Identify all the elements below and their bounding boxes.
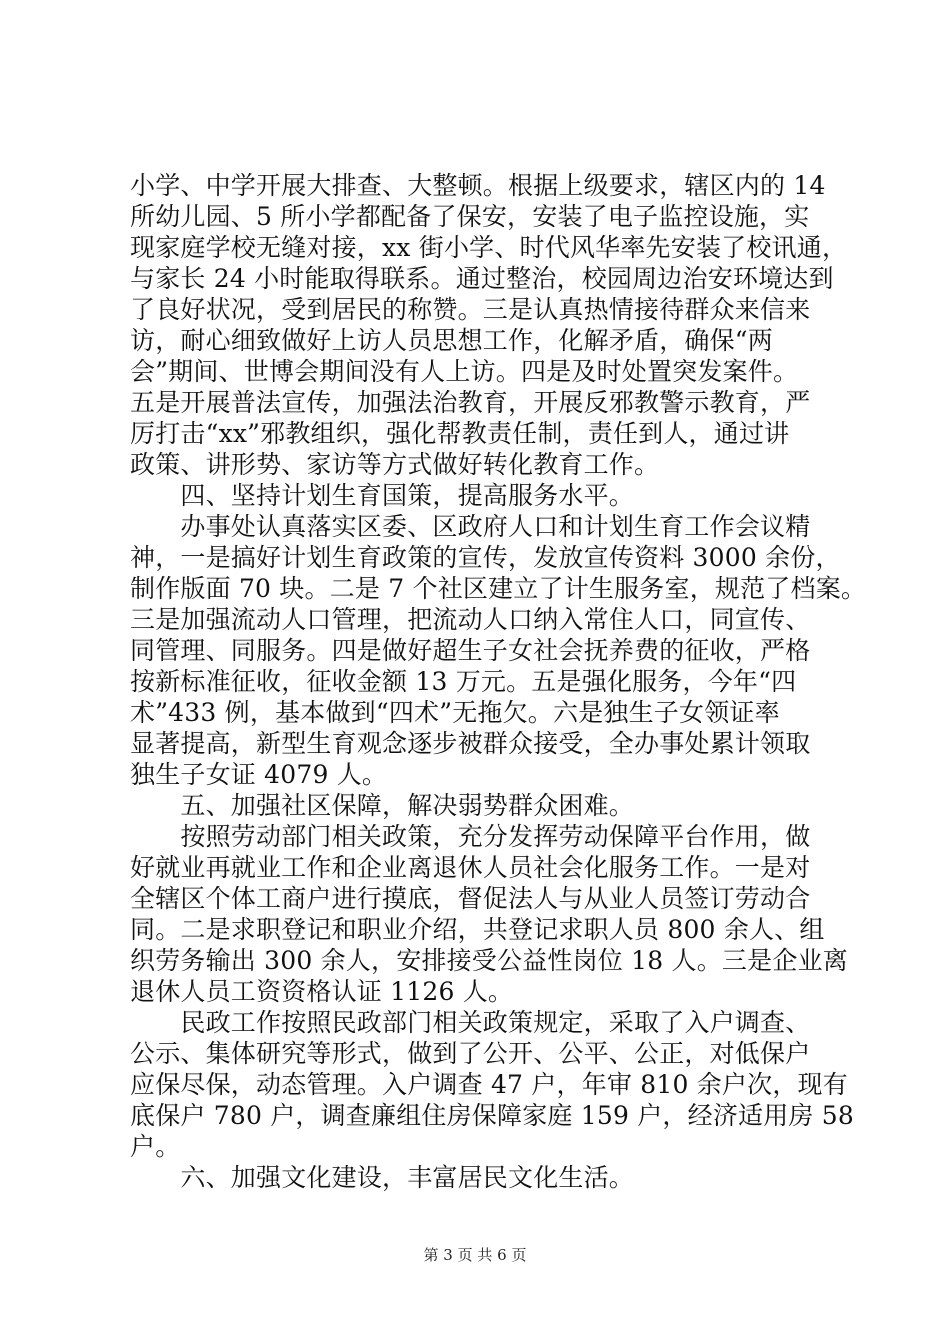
text-line: 户。 — [130, 1132, 181, 1161]
text-line: 神，一是搞好计划生育政策的宣传，发放宣传资料 3000 余份， — [130, 543, 841, 572]
text-line: 退休人员工资资格认证 1126 人。 — [130, 977, 514, 1006]
text-line: 同管理、同服务。四是做好超生子女社会抚养费的征收，严格 — [130, 636, 811, 665]
text-line: 底保户 780 户，调查廉组住房保障家庭 159 户，经济适用房 58 — [130, 1101, 854, 1130]
text-line: 全辖区个体工商户进行摸底，督促法人与从业人员签订劳动合 — [130, 884, 811, 913]
text-line: 办事处认真落实区委、区政府人口和计划生育工作会议精 — [130, 512, 811, 541]
section-heading-6: 六、加强文化建设，丰富居民文化生活。 — [130, 1163, 635, 1192]
text-line: 与家长 24 小时能取得联系。通过整治，校园周边治安环境达到 — [130, 264, 834, 293]
text-line: 小学、中学开展大排查、大整顿。根据上级要求，辖区内的 14 — [130, 171, 826, 200]
text-line: 制作版面 70 块。二是 7 个社区建立了计生服务室，规范了档案。 — [130, 574, 867, 603]
page-footer: 第 3 页 共 6 页 — [423, 1246, 527, 1264]
text-line: 现家庭学校无缝对接，xx 街小学、时代风华率先安装了校讯通， — [130, 233, 848, 262]
text-line: 显著提高，新型生育观念逐步被群众接受，全办事处累计领取 — [130, 729, 811, 758]
text-line: 民政工作按照民政部门相关政策规定，采取了入户调查、 — [130, 1008, 811, 1037]
section-heading-4: 四、坚持计划生育国策，提高服务水平。 — [130, 481, 635, 510]
text-line: 公示、集体研究等形式，做到了公开、公平、公正，对低保户 — [130, 1039, 811, 1068]
text-line: 按新标准征收，征收金额 13 万元。五是强化服务，今年“四 — [130, 667, 797, 696]
text-line: 所幼儿园、5 所小学都配备了保安，安装了电子监控设施，实 — [130, 202, 810, 231]
text-line: 厉打击“xx”邪教组织，强化帮教责任制，责任到人，通过讲 — [130, 419, 790, 448]
document-body — [130, 170, 867, 1193]
text-line: 三是加强流动人口管理，把流动人口纳入常住人口，同宣传、 — [130, 605, 811, 634]
text-line: 政策、讲形势、家访等方式做好转化教育工作。 — [130, 450, 660, 479]
text-line: 了良好状况，受到居民的称赞。三是认真热情接待群众来信来 — [130, 295, 811, 324]
text-line: 独生子女证 4079 人。 — [130, 760, 388, 789]
text-line: 织劳务输出 300 余人，安排接受公益性岗位 18 人。三是企业离 — [130, 946, 848, 975]
section-heading-5: 五、加强社区保障，解决弱势群众困难。 — [130, 791, 635, 820]
text-line: 术”433 例，基本做到“四术”无拖欠。六是独生子女领证率 — [130, 698, 780, 727]
text-line: 同。二是求职登记和职业介绍，共登记求职人员 800 余人、组 — [130, 915, 825, 944]
text-line: 五是开展普法宣传，加强法治教育，开展反邪教警示教育，严 — [130, 388, 811, 417]
text-line: 会”期间、世博会期间没有人上访。四是及时处置突发案件。 — [130, 357, 799, 386]
text-line: 访，耐心细致做好上访人员思想工作，化解矛盾，确保“两 — [130, 326, 773, 355]
text-line: 按照劳动部门相关政策，充分发挥劳动保障平台作用，做 — [130, 822, 811, 851]
text-line: 好就业再就业工作和企业离退休人员社会化服务工作。一是对 — [130, 853, 811, 882]
text-line: 应保尽保，动态管理。入户调查 47 户，年审 810 余户次，现有 — [130, 1070, 848, 1099]
